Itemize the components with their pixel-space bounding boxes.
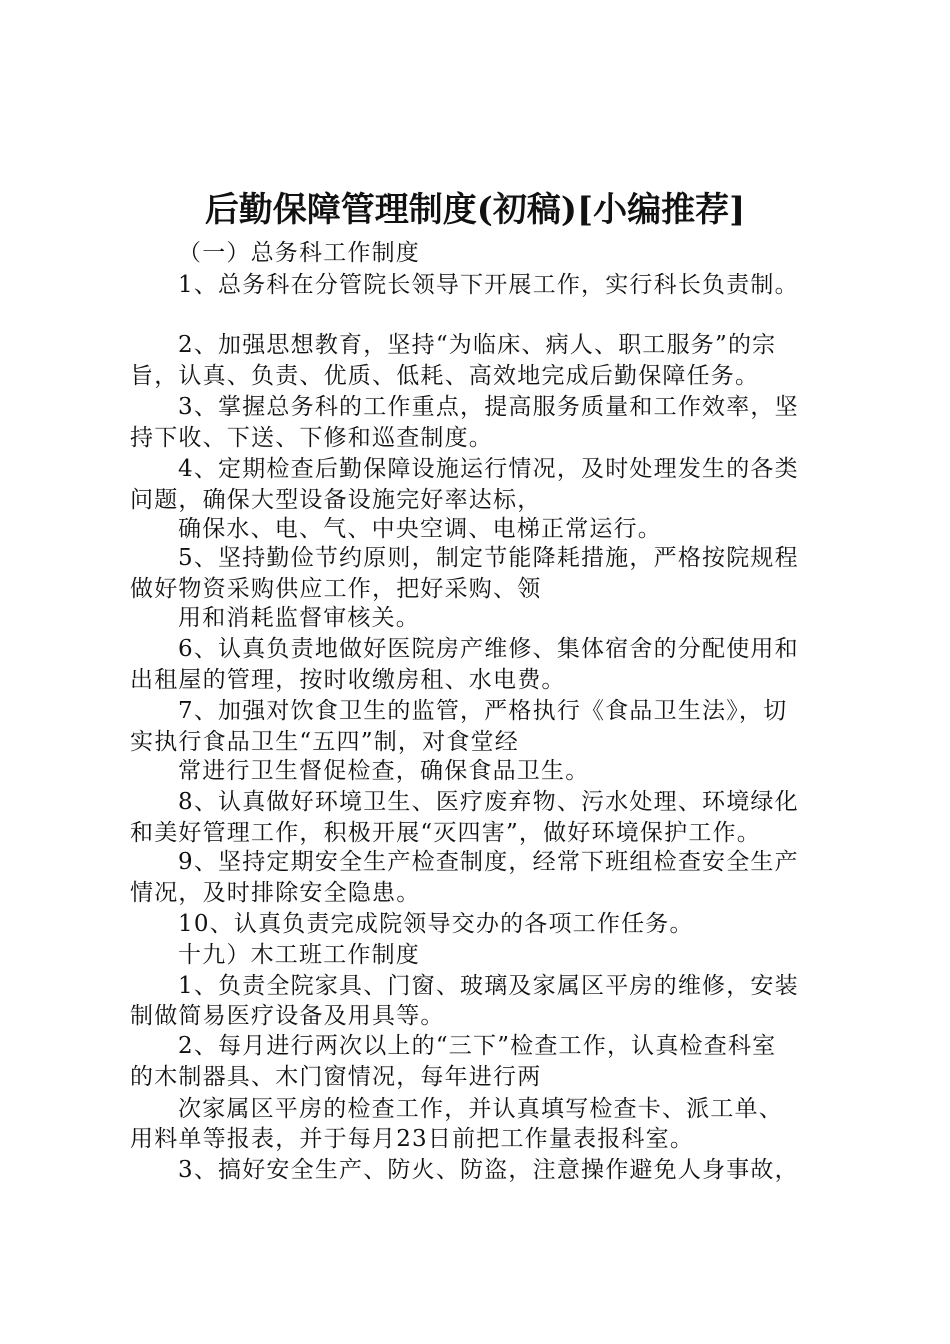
paragraph-line: 制做简易医疗设备及用具等。 — [130, 1003, 445, 1029]
paragraph-line: 持下收、下送、下修和巡查制度。 — [130, 425, 493, 451]
paragraph-line: 4、定期检查后勤保障设施运行情况，及时处理发生的各类 — [178, 456, 799, 482]
paragraph-line: 8、认真做好环境卫生、医疗废弃物、污水处理、环境绿化 — [178, 789, 799, 815]
document-title: 后勤保障管理制度(初稿)[小编推荐] — [204, 190, 746, 230]
paragraph-line: 实执行食品卫生“五四”制，对食堂经 — [130, 729, 519, 755]
paragraph-line: 1、总务科在分管院长领导下开展工作，实行科长负责制。 — [178, 272, 799, 298]
paragraph-line: 3、搞好安全生产、防火、防盗，注意操作避免人身事故， — [178, 1157, 799, 1183]
paragraph-line: 用和消耗监督审核关。 — [178, 605, 420, 631]
paragraph-line: 1、负责全院家具、门窗、玻璃及家属区平房的维修，安装 — [178, 973, 799, 999]
paragraph-line: 常进行卫生督促检查，确保食品卫生。 — [178, 758, 590, 784]
paragraph-line: 9、坚持定期安全生产检查制度，经常下班组检查安全生产 — [178, 849, 799, 875]
paragraph-line: 问题，确保大型设备设施完好率达标， — [130, 487, 542, 513]
paragraph-line: 旨，认真、负责、优质、低耗、高效地完成后勤保障任务。 — [130, 363, 760, 389]
paragraph-line: 6、认真负责地做好医院房产维修、集体宿舍的分配使用和 — [178, 636, 799, 662]
paragraph-line: 2、加强思想教育，坚持“为临床、病人、职工服务”的宗 — [178, 332, 777, 358]
paragraph-line: 确保水、电、气、中央空调、电梯正常运行。 — [178, 516, 662, 542]
paragraph-line: 出租屋的管理，按时收缴房租、水电费。 — [130, 667, 566, 693]
paragraph-line: 3、掌握总务科的工作重点，提高服务质量和工作效率，坚 — [178, 394, 799, 420]
paragraph-line: 5、坚持勤俭节约原则，制定节能降耗措施，严格按院规程 — [178, 545, 799, 571]
paragraph-line: 做好物资采购供应工作，把好采购、领 — [130, 576, 542, 602]
paragraph-line: 2、每月进行两次以上的“三下”检查工作，认真检查科室 — [178, 1033, 777, 1059]
paragraph-line: 次家属区平房的检查工作，并认真填写检查卡、派工单、 — [178, 1096, 783, 1122]
paragraph-line: 7、加强对饮食卫生的监管，严格执行《食品卫生法》，切 — [178, 698, 788, 724]
paragraph-line: 的木制器具、木门窗情况，每年进行两 — [130, 1064, 542, 1090]
paragraph-line: 情况，及时排除安全隐患。 — [130, 880, 421, 906]
section-heading-carpentry: 十九）木工班工作制度 — [178, 942, 420, 968]
paragraph-line: 用料单等报表，并于每月23日前把工作量表报科室。 — [130, 1126, 695, 1152]
section-heading-general-affairs: （一）总务科工作制度 — [178, 240, 420, 266]
paragraph-line: 10、认真负责完成院领导交办的各项工作任务。 — [178, 911, 694, 937]
paragraph-line: 和美好管理工作，积极开展“灭四害”，做好环境保护工作。 — [130, 820, 761, 846]
